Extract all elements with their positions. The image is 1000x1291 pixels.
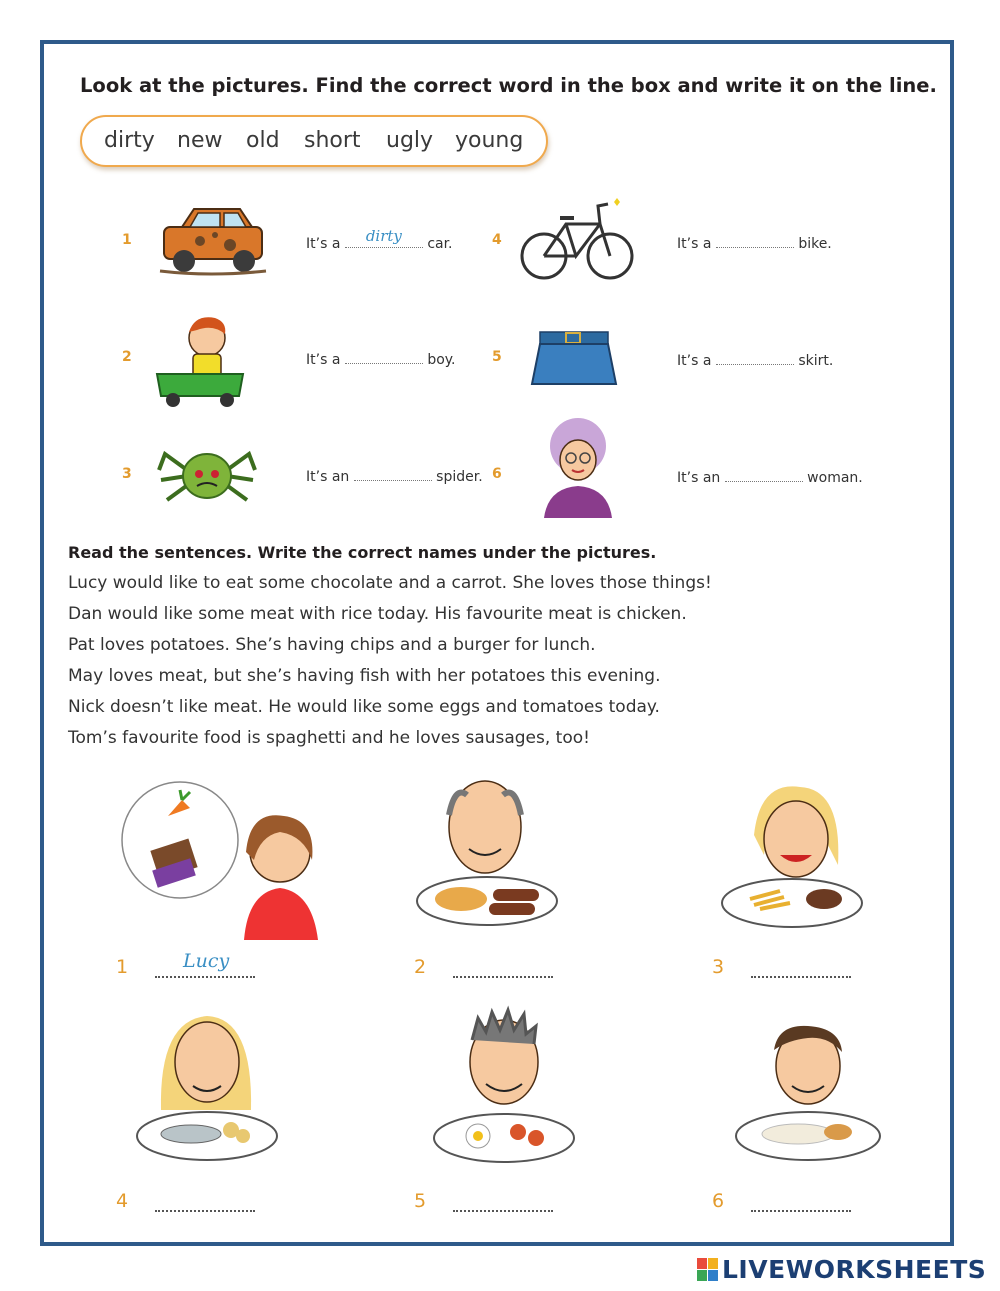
boy-with-eggs-tomatoes-picture [432,1000,577,1168]
name2-number: 2 [414,956,427,978]
liveworksheets-logo-icon [697,1258,717,1280]
item4-number: 4 [492,232,502,248]
item5-blank[interactable] [716,350,794,365]
name4-blank[interactable] [155,1206,255,1212]
old-woman-picture [538,418,618,518]
young-boy-picture [155,312,245,408]
word-young: young [455,128,524,153]
item3-blank[interactable] [354,466,432,481]
name3-number: 3 [712,956,725,978]
dirty-car-picture [160,205,270,277]
name5-number: 5 [414,1190,427,1212]
item5-number: 5 [492,349,502,365]
liveworksheets-logo[interactable]: LIVEWORKSHEETS [722,1255,987,1284]
item5-sentence: It’s a skirt. [677,350,833,369]
word-short: short [304,128,361,153]
sentence-tom: Tom’s favourite food is spaghetti and he loves sausages, too! [68,728,590,748]
item2-blank[interactable] [345,349,423,364]
sentence-pat: Pat loves potatoes. She’s having chips and a burger for lunch. [68,635,596,655]
item2-sentence: It’s a boy. [306,349,456,368]
item1-blank[interactable] [345,227,423,248]
item6-sentence: It’s an woman. [677,467,863,486]
name6-number: 6 [712,1190,725,1212]
name1-answer: Lucy [183,950,230,972]
sentence-nick: Nick doesn’t like meat. He would like some eggs and tomatoes today. [68,697,660,717]
item1-number: 1 [122,232,132,248]
item1-answer: dirty [365,227,402,245]
name1-blank[interactable] [155,972,255,978]
item4-sentence: It’s a bike. [677,233,832,252]
word-old: old [246,128,280,153]
girl-with-fish-potatoes-picture [135,1000,280,1168]
instruction-part1: Look at the pictures. Find the correct word in the box and write it on the line. [80,74,937,97]
ugly-spider-picture [157,440,257,512]
name3-blank[interactable] [751,972,851,978]
sentence-may: May loves meat, but she’s having fish with her potatoes this evening. [68,666,661,686]
short-skirt-picture [530,330,618,388]
word-ugly: ugly [386,128,434,153]
item2-number: 2 [122,349,132,365]
item6-blank[interactable] [725,467,803,482]
sentence-lucy: Lucy would like to eat some chocolate and a carrot. She loves those things! [68,573,712,593]
sentence-dan: Dan would like some meat with rice today. His favourite meat is chicken. [68,604,687,624]
name6-blank[interactable] [751,1206,851,1212]
girl-thinking-chocolate-carrot-picture [120,780,325,940]
woman-with-chips-burger-picture [720,775,868,935]
word-new: new [177,128,223,153]
item3-number: 3 [122,466,132,482]
man-with-sausages-spaghetti-picture [415,775,560,935]
new-bike-picture [520,198,635,282]
item1-sentence: It’s a dirty car. [306,227,453,252]
item3-sentence: It’s an spider. [306,466,483,485]
item6-number: 6 [492,466,502,482]
name4-number: 4 [116,1190,129,1212]
name5-blank[interactable] [453,1206,553,1212]
item4-blank[interactable] [716,233,794,248]
name1-number: 1 [116,956,129,978]
instruction-part2: Read the sentences. Write the correct names under the pictures. [68,543,657,562]
boy-with-chicken-rice-picture [728,1020,888,1168]
word-dirty: dirty [104,128,155,153]
name2-blank[interactable] [453,972,553,978]
